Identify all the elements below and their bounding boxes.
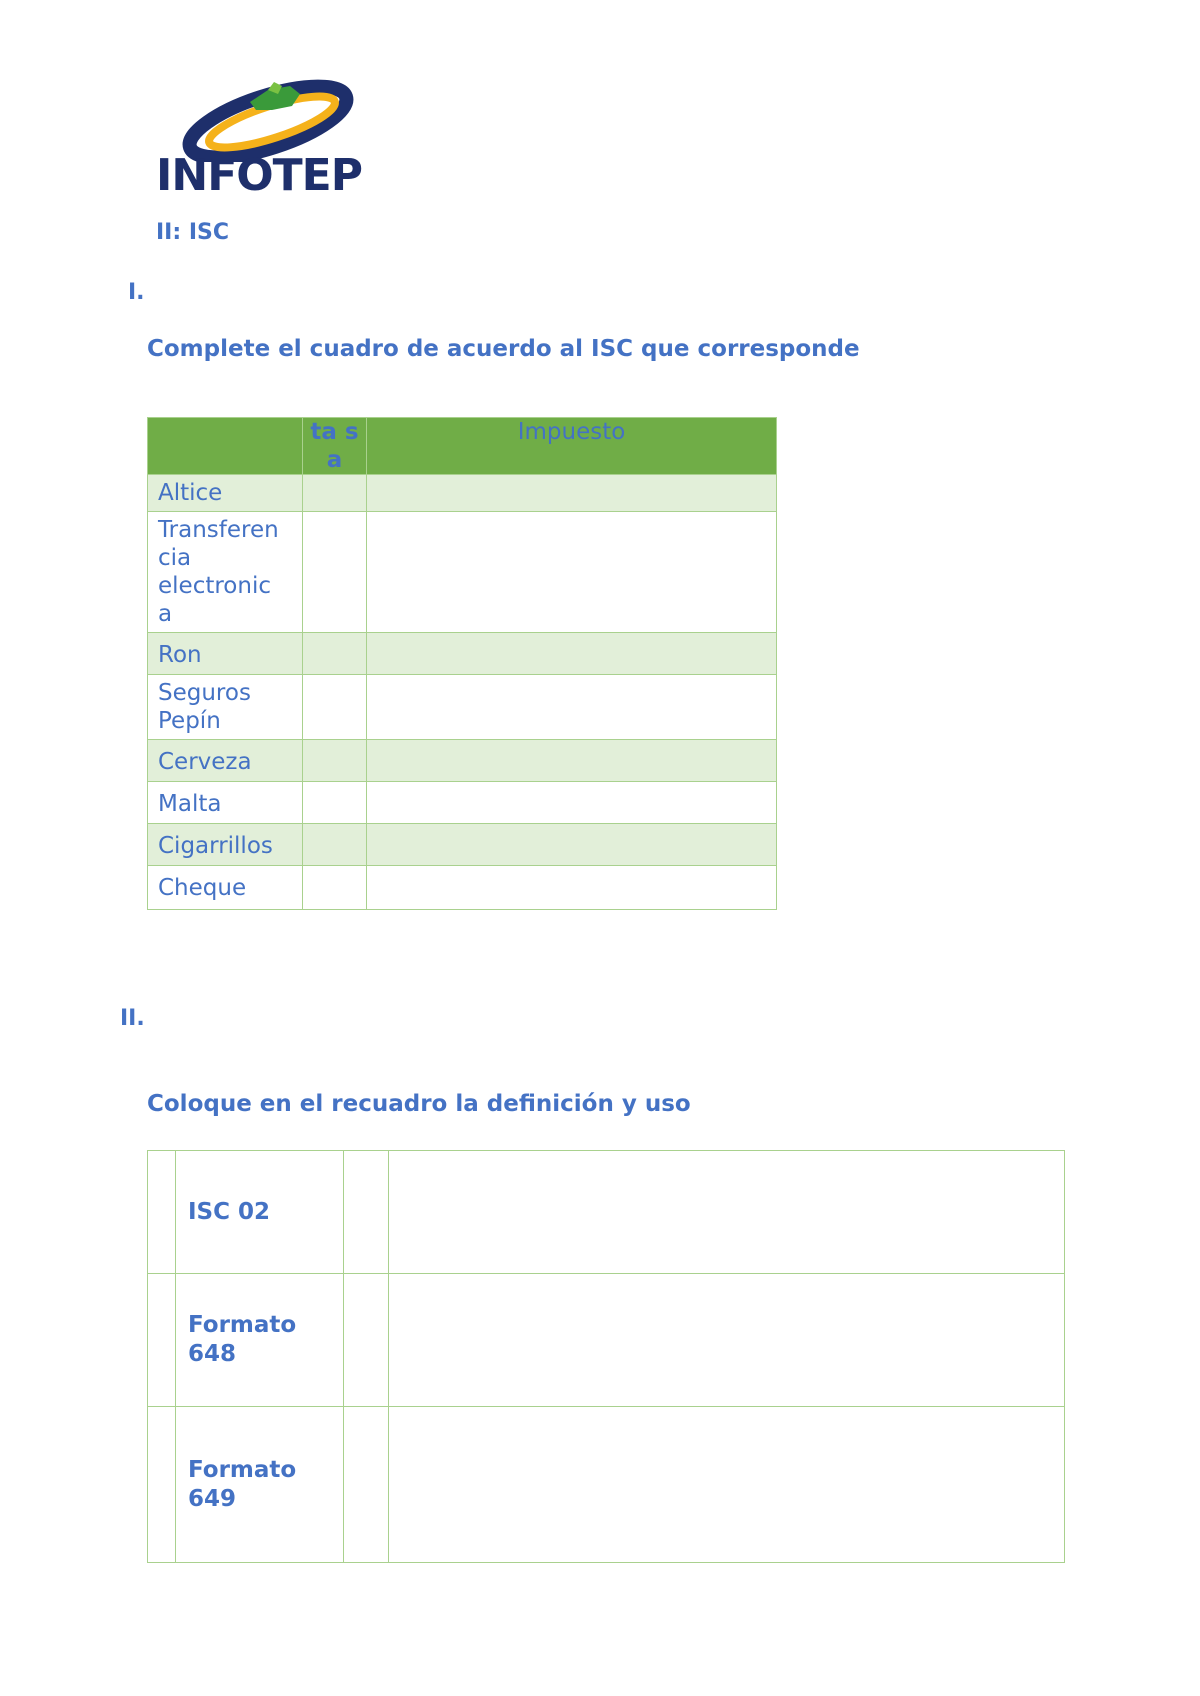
table-row: [148, 782, 777, 824]
tasa-cell[interactable]: [303, 512, 367, 633]
row-label: Cerveza: [148, 740, 303, 782]
table-row: [148, 866, 777, 910]
row-label: Formato 648: [176, 1274, 344, 1407]
isc-rate-table: [147, 417, 777, 910]
tasa-cell[interactable]: [303, 740, 367, 782]
table-row: [148, 675, 777, 740]
margin-cell: [148, 1407, 176, 1563]
logo-text: INFOTEP: [156, 150, 362, 201]
spacer-cell: [344, 1407, 389, 1563]
infotep-logo: [150, 72, 365, 207]
table-row: [148, 512, 777, 633]
section-2-instruction: Coloque en el recuadro la definición y uso: [147, 1091, 691, 1117]
definition-cell[interactable]: [389, 1407, 1065, 1563]
impuesto-cell[interactable]: [367, 475, 777, 512]
table-row: [148, 740, 777, 782]
table-row: [148, 475, 777, 512]
header-tasa: ta sa: [303, 418, 367, 475]
impuesto-cell[interactable]: [367, 782, 777, 824]
table-row: [148, 633, 777, 675]
table-row: [148, 1151, 1065, 1274]
table-row: [148, 1407, 1065, 1563]
section-1-instruction: Complete el cuadro de acuerdo al ISC que corresponde: [147, 336, 860, 362]
impuesto-cell[interactable]: [367, 824, 777, 866]
margin-cell: [148, 1151, 176, 1274]
row-label: Seguros Pepín: [148, 675, 303, 740]
header-item: [148, 418, 303, 475]
document-subtitle: II: ISC: [156, 220, 230, 245]
row-label: Cigarrillos: [148, 824, 303, 866]
table-row: [148, 824, 777, 866]
tasa-cell[interactable]: [303, 475, 367, 512]
row-label: Formato 649: [176, 1407, 344, 1563]
margin-cell: [148, 1274, 176, 1407]
impuesto-cell[interactable]: [367, 633, 777, 675]
tasa-cell[interactable]: [303, 866, 367, 910]
header-impuesto: Impuesto: [367, 418, 777, 475]
section-2-number: II.: [120, 1006, 145, 1031]
row-label: Ron: [148, 633, 303, 675]
row-label: Transferen cia electronic a: [148, 512, 303, 633]
impuesto-cell[interactable]: [367, 866, 777, 910]
spacer-cell: [344, 1151, 389, 1274]
logo-swoosh-graphic: [150, 72, 365, 162]
table-header-row: [148, 418, 777, 475]
definition-cell[interactable]: [389, 1274, 1065, 1407]
spacer-cell: [344, 1274, 389, 1407]
row-label: ISC 02: [176, 1151, 344, 1274]
tasa-cell[interactable]: [303, 782, 367, 824]
impuesto-cell[interactable]: [367, 512, 777, 633]
definition-cell[interactable]: [389, 1151, 1065, 1274]
definition-table: [147, 1150, 1065, 1563]
tasa-cell[interactable]: [303, 824, 367, 866]
tasa-cell[interactable]: [303, 633, 367, 675]
tasa-cell[interactable]: [303, 675, 367, 740]
row-label: Cheque: [148, 866, 303, 910]
impuesto-cell[interactable]: [367, 675, 777, 740]
row-label: Malta: [148, 782, 303, 824]
table-row: [148, 1274, 1065, 1407]
section-1-number: I.: [128, 280, 145, 305]
row-label: Altice: [148, 475, 303, 512]
impuesto-cell[interactable]: [367, 740, 777, 782]
